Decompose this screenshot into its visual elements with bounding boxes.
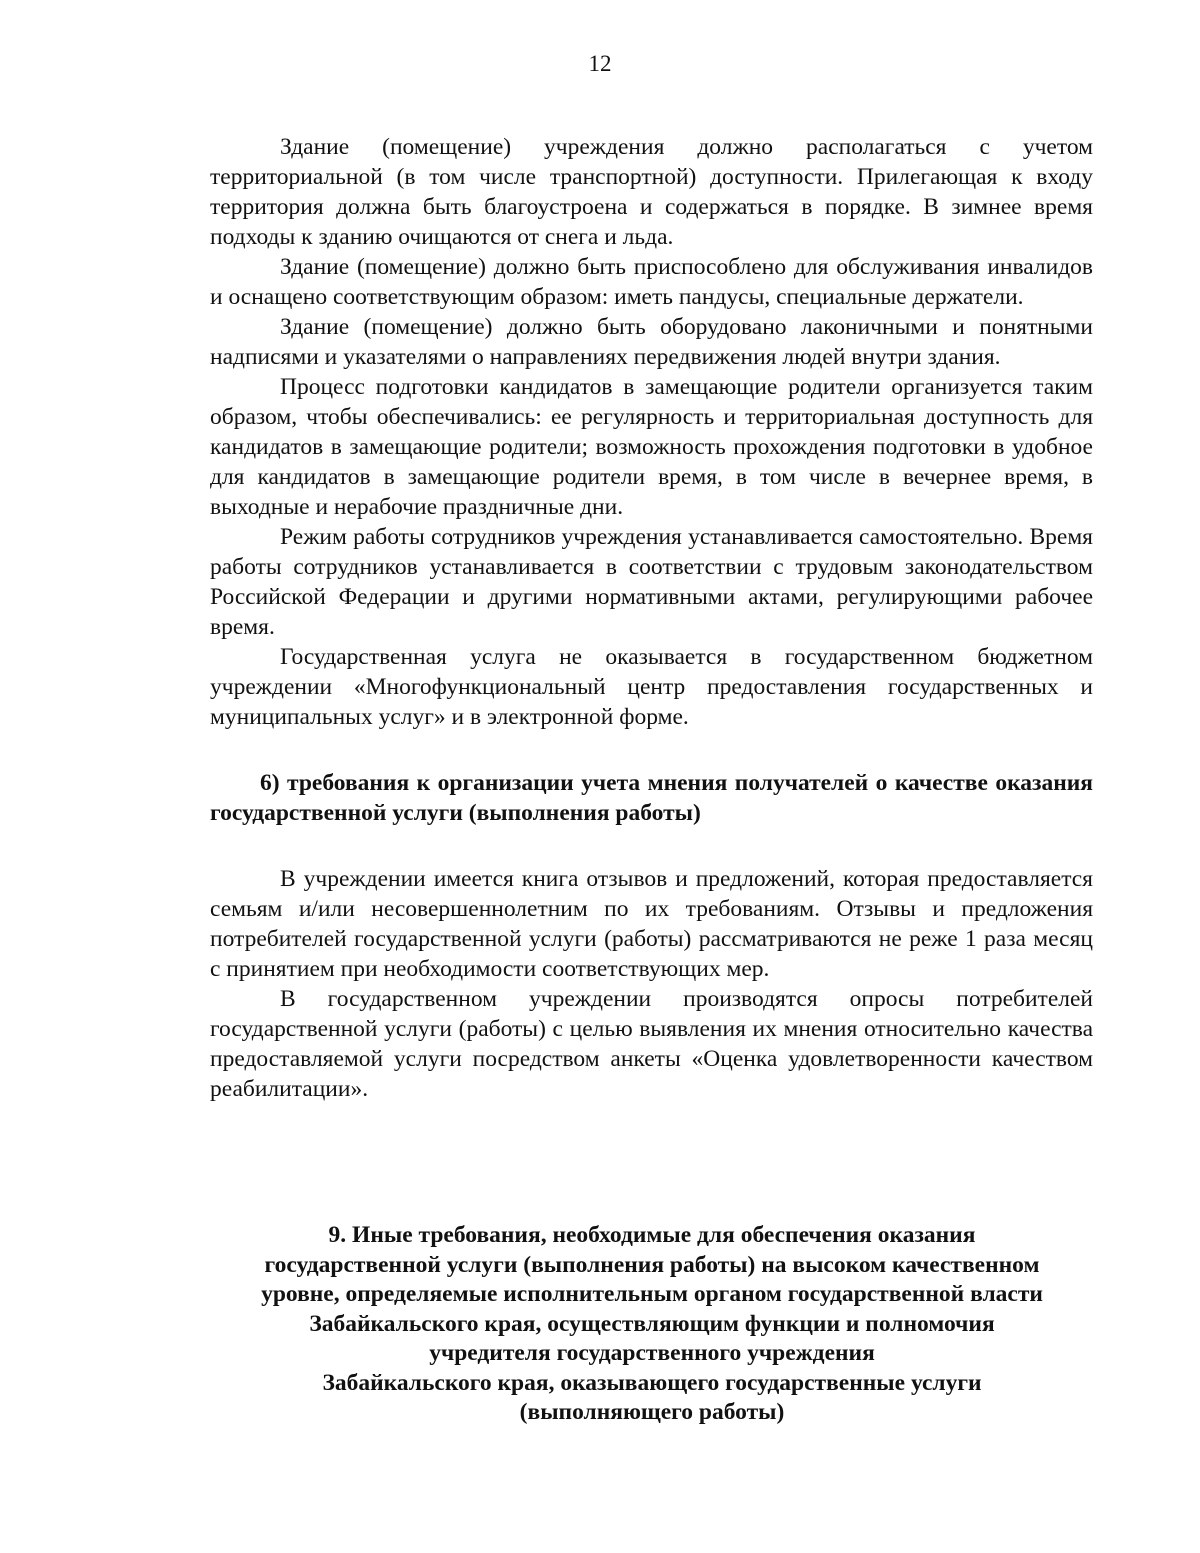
paragraph-work-schedule: Режим работы сотрудников учреждения устанавливается самостоятельно. Время работы сотрудников устанавливается в соответствии с трудовым законодательством Российской Федерации и другими нормативными актами, регулирующими рабочее время. <box>210 524 1093 640</box>
section-title-line: 9. Иные требования, необходимые для обеспечения оказания <box>328 1222 976 1248</box>
section-title-line: уровне, определяемые исполнительным органом государственной власти <box>261 1281 1043 1307</box>
section-title-line: государственной услуги (выполнения работы) на высоком качественном <box>264 1251 1040 1278</box>
page-number: 12 <box>588 51 612 76</box>
paragraph-accessibility: Здание (помещение) должно быть приспособлено для обслуживания инвалидов и оснащено соответствующим образом: иметь пандусы, специальные держатели. <box>210 254 1093 310</box>
paragraph-candidate-training: Процесс подготовки кандидатов в замещающие родители организуется таким образом, чтобы обеспечивались: ее регулярность и территориальная доступность для кандидатов в замещающие родители; возможность прохождения подготовки в удобное для кандидатов в замещающие родители время, в том числе в вечернее время, в выходные и нерабочие праздничные дни. <box>210 374 1093 520</box>
subsection-heading: 6) требования к организации учета мнения получателей о качестве оказания государственной услуги (выполнения работы) <box>210 770 1093 826</box>
paragraph-feedback-book: В учреждении имеется книга отзывов и предложений, которая предоставляется семьям и/или несовершеннолетним по их требованиям. Отзывы и предложения потребителей государственной услуги (работы) рассматриваются не реже 1 раза месяц с принятием при необходимости соответствующих мер. <box>210 866 1093 982</box>
paragraph-building-location: Здание (помещение) учреждения должно располагаться с учетом территориальной (в том числе транспортной) доступности. Прилегающая к входу территория должна быть благоустроена и содержаться в порядке. В зимнее время подходы к зданию очищаются от снега и льда. <box>210 134 1093 250</box>
section-title-line: Забайкальского края, оказывающего государственные услуги <box>322 1369 982 1396</box>
document-body <box>210 132 1093 1104</box>
section-title-line: Забайкальского края, осуществляющим функции и полномочия <box>309 1310 995 1337</box>
paragraph-surveys: В государственном учреждении производятся опросы потребителей государственной услуги (работы) с целью выявления их мнения относительно качества предоставляемой услуги посредством анкеты «Оценка удовлетворенности качеством реабилитации». <box>210 986 1093 1102</box>
section-title-line: учредителя государственного учреждения <box>429 1340 875 1366</box>
section-title-line: (выполняющего работы) <box>519 1399 785 1425</box>
section-9-title <box>200 1221 1104 1428</box>
paragraph-mfc-notice: Государственная услуга не оказывается в государственном бюджетном учреждении «Многофункциональный центр предоставления государственных и муниципальных услуг» и в электронной форме. <box>210 644 1093 730</box>
paragraph-signage: Здание (помещение) должно быть оборудовано лаконичными и понятными надписями и указателями о направлениях передвижения людей внутри здания. <box>210 314 1093 370</box>
